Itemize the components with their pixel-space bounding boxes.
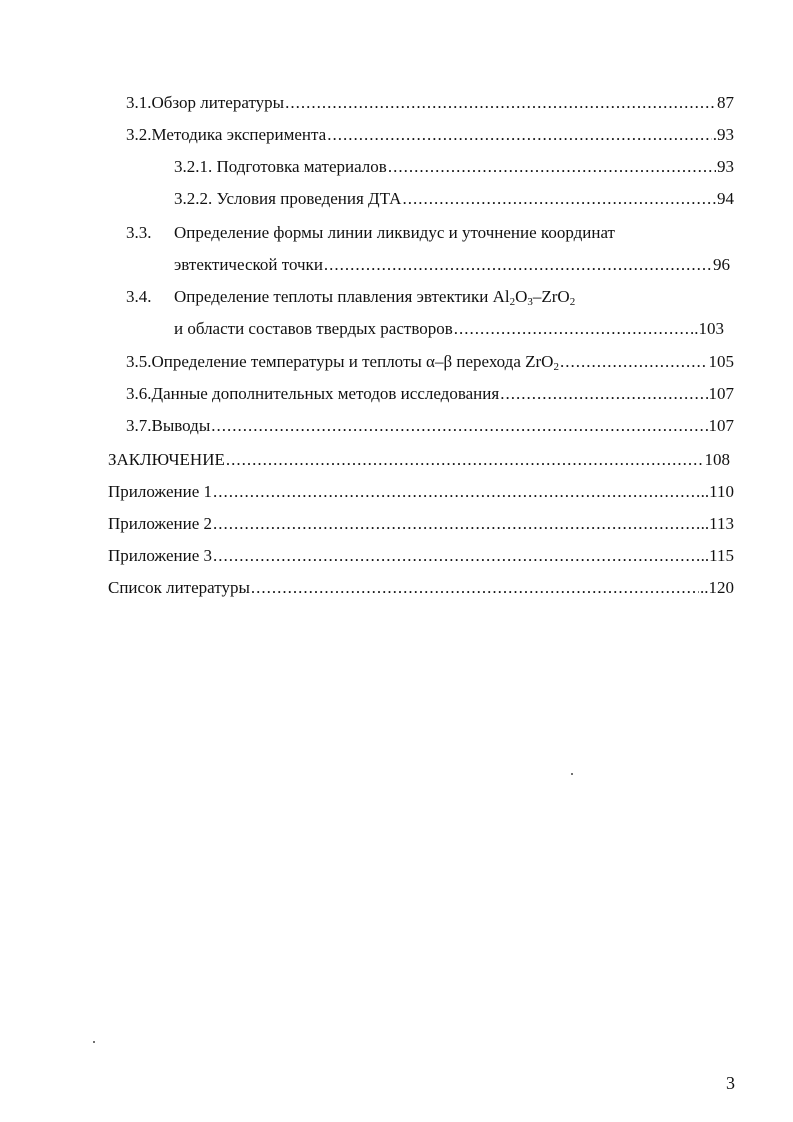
toc-entry-page: 107 <box>708 384 734 403</box>
toc-entry-page: 94 <box>717 189 734 208</box>
toc-entry-3-1[interactable] <box>126 92 734 114</box>
toc-entry-3-2[interactable] <box>126 124 734 146</box>
toc-entry-page: 105 <box>708 352 734 371</box>
scan-speck <box>571 773 573 775</box>
toc-leader-dots <box>324 254 712 276</box>
toc-entry-title: Методика эксперимента <box>151 125 327 144</box>
toc-leader-dots <box>226 449 704 471</box>
toc-entry-3-3-continuation[interactable] <box>174 254 730 276</box>
toc-leader-dots <box>285 92 716 114</box>
toc-entry-title: ЗАКЛЮЧЕНИЕ <box>108 450 225 469</box>
toc-entry-3-2-1[interactable] <box>174 156 734 178</box>
toc-entry-title: Список литературы <box>108 578 250 597</box>
toc-entry-page: 96 <box>713 255 730 274</box>
toc-entry-3-7[interactable] <box>126 415 734 437</box>
toc-entry-3-4[interactable] <box>126 286 734 308</box>
toc-entry-appendix-2[interactable] <box>108 513 734 535</box>
toc-entry-appendix-1[interactable] <box>108 481 734 503</box>
scan-speck <box>93 1041 95 1043</box>
page-number: 3 <box>726 1073 735 1093</box>
toc-leader-dots <box>213 481 700 503</box>
toc-entry-title: 3.2.2. Условия проведения ДТА <box>174 189 402 208</box>
toc-entry-page: 108 <box>704 450 730 469</box>
toc-entry-conclusion[interactable] <box>108 449 730 471</box>
toc-entry-number: 3.6. <box>126 384 152 403</box>
toc-entry-number: 3.1. <box>126 93 152 112</box>
toc-leader-dots <box>213 545 700 567</box>
toc-entry-number: 3.2. <box>126 125 152 144</box>
toc-entry-3-2-2[interactable] <box>174 188 734 210</box>
toc-leader-dots <box>211 415 707 437</box>
toc-leader-dots <box>388 156 716 178</box>
toc-entry-title: Определение теплоты плавления эвтектики $Al_2O_3-ZrO_2$ <box>174 287 576 308</box>
toc-entry-number: 3.5. <box>126 352 152 371</box>
toc-entry-3-5[interactable] <box>126 351 734 373</box>
toc-leader-dots <box>500 383 707 405</box>
toc-leader-dots <box>560 351 708 373</box>
toc-entry-title: Приложение 3 <box>108 546 212 565</box>
toc-entry-title: Выводы <box>151 416 211 435</box>
toc-leader-dots <box>454 318 693 340</box>
toc-entry-title: 3.2.1. Подготовка материалов <box>174 157 387 176</box>
toc-entry-page: .103 <box>694 319 724 338</box>
toc-entry-page: 87 <box>717 93 734 112</box>
toc-leader-dots <box>251 577 699 599</box>
toc-entry-page: ..120 <box>700 578 734 597</box>
toc-entry-title: Приложение 2 <box>108 514 212 533</box>
toc-entry-number: 3.4. <box>126 287 152 306</box>
toc-entry-page: ..115 <box>700 546 734 565</box>
toc-leader-dots <box>213 513 700 535</box>
toc-entry-title: Определение формы линии ликвидус и уточнение координат <box>174 223 615 242</box>
toc-entry-title: Приложение 1 <box>108 482 212 501</box>
toc-entry-number: 3.7. <box>126 416 152 435</box>
toc-entry-page: .93 <box>712 125 734 144</box>
toc-entry-page: 93 <box>717 157 734 176</box>
toc-entry-title: Определение температуры и теплоты α–β перехода ZrO$_2$ <box>151 352 559 373</box>
toc-entry-number: 3.3. <box>126 223 152 242</box>
toc-entry-appendix-3[interactable] <box>108 545 734 567</box>
toc-entry-page: ..113 <box>700 514 734 533</box>
toc-entry-title: эвтектической точки <box>174 255 323 274</box>
toc-entry-page: 107 <box>708 416 734 435</box>
toc-entry-title: Данные дополнительных методов исследования <box>151 384 500 403</box>
toc-entry-3-3[interactable] <box>126 222 734 244</box>
toc-entry-title: Обзор литературы <box>151 93 285 112</box>
toc-entry-page: ..110 <box>700 482 734 501</box>
toc-entry-title: и области составов твердых растворов <box>174 319 453 338</box>
toc-entry-3-4-continuation[interactable] <box>174 318 724 340</box>
toc-leader-dots <box>327 124 712 146</box>
toc-entry-references[interactable] <box>108 577 734 599</box>
toc-entry-3-6[interactable] <box>126 383 734 405</box>
toc-leader-dots <box>402 188 716 210</box>
